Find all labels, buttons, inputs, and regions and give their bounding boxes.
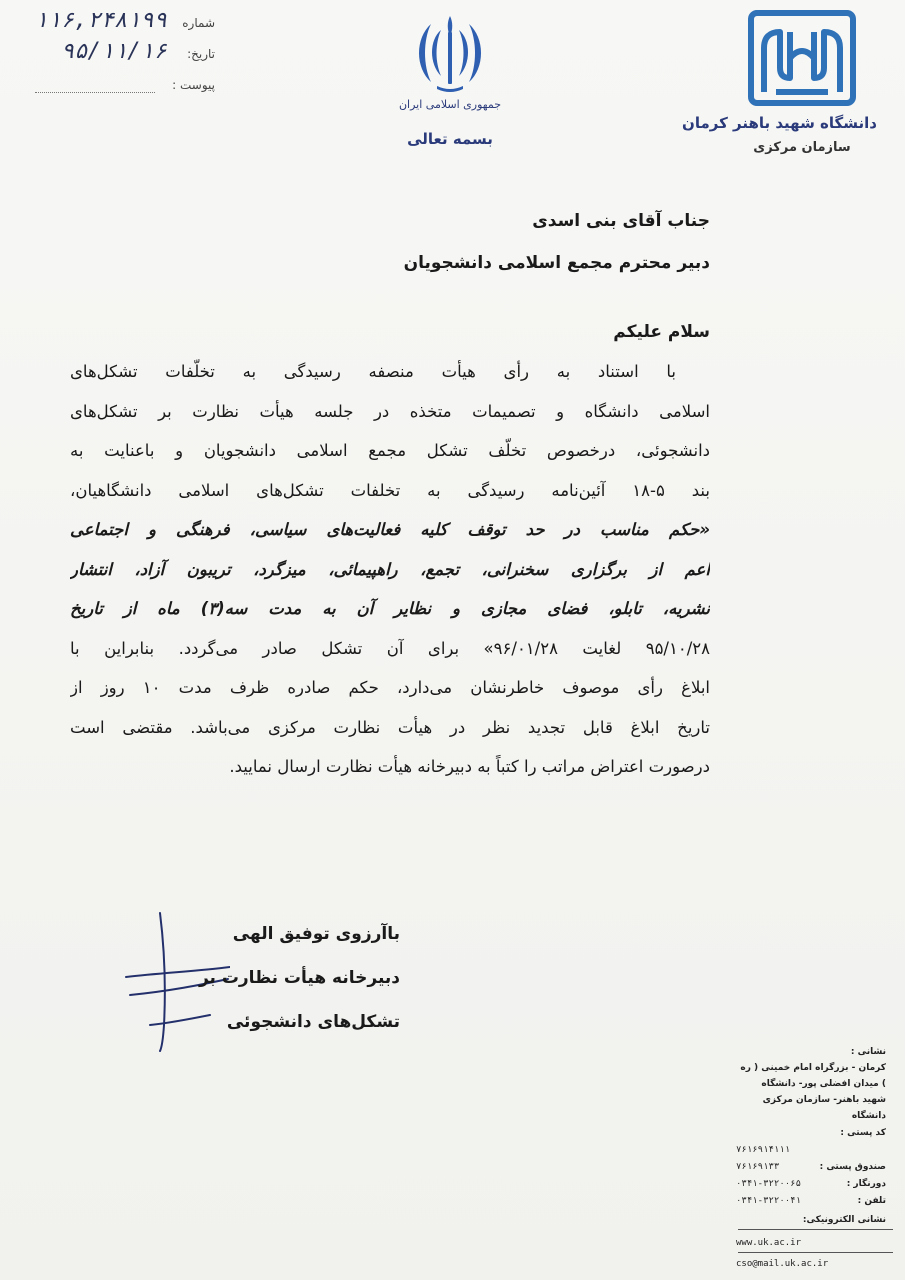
- date-row: [25, 39, 215, 70]
- po-box-label: صندوق پستی :: [819, 1162, 886, 1172]
- body-line-ruling: نشریه، تابلو، فضای مجازی و نظایر آن به مدت سه(۳) ماه از تاریخ: [70, 599, 710, 618]
- postal-code-value: ۷۶۱۶۹۱۴۱۱۱: [736, 1145, 791, 1155]
- phone-row: [736, 1194, 886, 1211]
- closing-office-2: تشکل‌های دانشجوئی: [226, 1012, 400, 1032]
- closing-office: دبیرخانه هیأت نظارت بر: [198, 968, 400, 988]
- body-line: ابلاغ رأی موصوف خاطرنشان می‌دارد، حکم صادره ظرف مدت ۱۰ روز از: [70, 678, 710, 697]
- number-label: شماره: [182, 16, 215, 30]
- body-line: تاریخ ابلاغ قابل تجدید نظر در هیأت نظارت مرکزی می‌باشد. مقتضی است: [70, 717, 710, 737]
- email-label: نشانی الکترونیکی:: [802, 1215, 886, 1225]
- recipient-title: دبیر محترم مجمع اسلامی دانشجویان: [403, 253, 710, 273]
- recipient-block: [404, 200, 710, 284]
- address-footer: [736, 1045, 886, 1274]
- fax-label: دورنگار :: [846, 1179, 886, 1189]
- letter-metadata: [25, 8, 215, 101]
- email-label-row: [736, 1213, 886, 1230]
- footer-rule: [738, 1252, 893, 1253]
- closing-block: [199, 912, 400, 1044]
- university-name: دانشگاه شهید باهنر کرمان: [682, 114, 877, 132]
- body-line: درصورت اعتراض مراتب را کتباً به دبیرخانه هیأت نظارت ارسال نمایید.: [229, 757, 710, 776]
- website-link[interactable]: www.uk.ac.ir: [736, 1238, 802, 1248]
- attachment-label: پیوست :: [172, 78, 215, 92]
- closing-wish: باآرزوی توفیق الهی: [232, 924, 400, 944]
- university-logo: [682, 8, 877, 155]
- body-line-ruling: اعم از برگزاری سخنرانی، تجمع، راهپیمائی، میزگرد، تریبون آزاد، انتشار: [70, 559, 710, 579]
- university-org: سازمان مرکزی: [753, 140, 851, 155]
- footer-rule: [738, 1229, 893, 1230]
- emblem-icon: [407, 10, 493, 96]
- attachment-row: [25, 70, 215, 101]
- number-row: [25, 8, 215, 39]
- postal-code-value-row: [736, 1143, 886, 1160]
- address-label: نشانی :: [850, 1047, 886, 1057]
- po-box-value: ۷۶۱۶۹۱۳۳: [736, 1162, 780, 1172]
- email-link[interactable]: cso@mail.uk.ac.ir: [736, 1259, 829, 1269]
- date-label: تاریخ:: [187, 47, 215, 61]
- fax-value: ۰۳۴۱-۳۲۲۰۰۶۵: [736, 1179, 802, 1189]
- fax-row: [736, 1177, 886, 1194]
- emblem-caption: جمهوری اسلامی ایران: [398, 98, 502, 111]
- body-line: بند ۵-۱۸ آئین‌نامه رسیدگی به تخلفات تشکل‌های اسلامی دانشگاهیان،: [70, 480, 710, 500]
- postal-code-row: [736, 1126, 886, 1143]
- po-box-row: [736, 1160, 886, 1177]
- postal-code-label: کد پستی :: [840, 1128, 886, 1138]
- phone-label: تلفن :: [857, 1196, 886, 1206]
- phone-value: ۰۳۴۱-۳۲۲۰۰۴۱: [736, 1196, 802, 1206]
- body-line: دانشجوئی، درخصوص تخلّف تشکل مجمع اسلامی دانشجویان و باعنایت به: [70, 441, 710, 460]
- bismillah: بسمه تعالی: [407, 130, 493, 148]
- body-line: ۹۵/۱۰/۲۸ لغایت ۹۶/۰۱/۲۸» برای آن تشکل صادر می‌گردد. بنابراین با: [70, 638, 710, 658]
- number-value: ۱۱۶,۲۴۸۱۹۹: [34, 8, 167, 33]
- date-value: ۹۵/۱۱/۱۶: [61, 39, 167, 64]
- iran-emblem: [380, 10, 520, 111]
- body-line: با استناد به رأی هیأت منصفه رسیدگی به تخلّفات تشکل‌های: [70, 362, 676, 381]
- address-text: کرمان - بزرگراه امام خمینی ( ره ) میدان افضلی پور- دانشگاه شهید باهنر- سازمان مرکزی دانشگاه: [740, 1063, 886, 1121]
- email-row: [736, 1257, 886, 1274]
- greeting: سلام علیکم: [613, 322, 710, 342]
- body-line: اسلامی دانشگاه و تصمیمات متخذه در جلسه هیأت نظارت بر تشکل‌های: [70, 401, 710, 421]
- body-line-ruling: «حکم مناسب در حد توقف کلیه فعالیت‌های سیاسی، فرهنگی و اجتماعی: [70, 520, 710, 539]
- attachment-dotted-line: [35, 92, 155, 93]
- website-row: [736, 1236, 886, 1253]
- recipient-name: جناب آقای بنی اسدی: [532, 211, 710, 231]
- letter-body: [70, 352, 710, 787]
- university-logo-icon: [746, 8, 858, 108]
